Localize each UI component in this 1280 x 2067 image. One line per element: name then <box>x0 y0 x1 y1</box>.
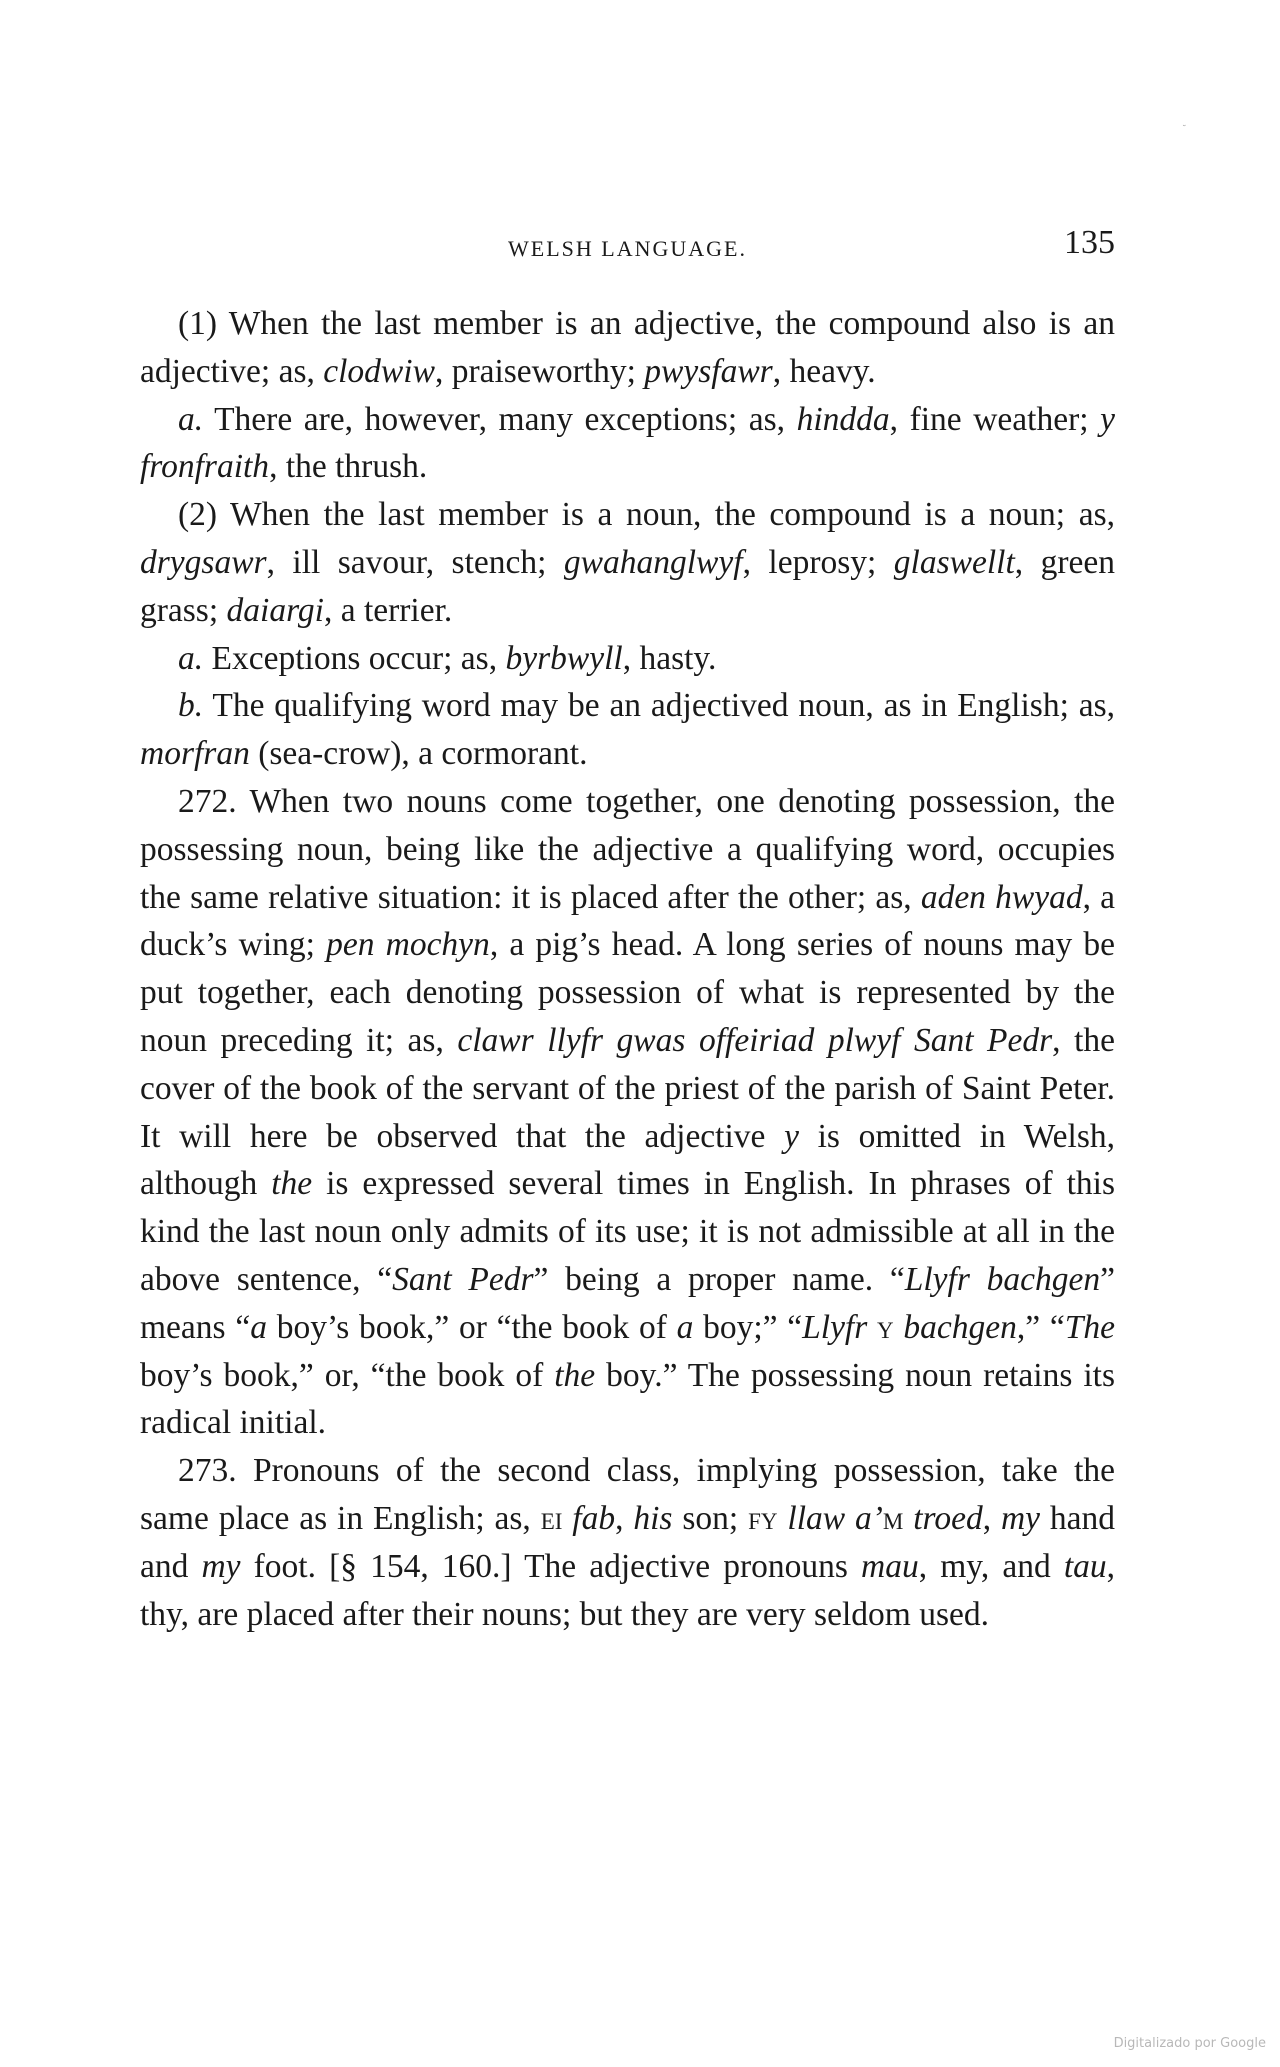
welsh-word: daiargi <box>226 591 324 629</box>
item-label: b. <box>178 687 204 725</box>
welsh-word: Llyfr <box>802 1308 868 1346</box>
emphasis-word: The <box>1064 1308 1115 1346</box>
text-run: 273. Pronouns of the second class, implying possession, take the same place as in English; as, <box>140 1452 1115 1537</box>
text-run: (sea-crow), a cormorant. <box>249 735 588 773</box>
small-caps-word: fy <box>748 1499 778 1537</box>
text-run: is omitted in Welsh, although <box>140 1117 1115 1203</box>
text-run <box>778 1500 788 1537</box>
emphasis-word: a <box>676 1308 694 1346</box>
text-run: There are, however, many exceptions; as, <box>203 400 797 438</box>
welsh-word: Llyfr bachgen <box>904 1260 1101 1298</box>
text-run: , the cover of the book of the servant of the priest of the parish of Saint Peter. It will here be observed that the adjective <box>140 1021 1115 1155</box>
item-label: a. <box>178 639 204 677</box>
paragraph-273-pronouns <box>140 1447 1115 1638</box>
welsh-word: gwahanglwyf <box>563 543 743 581</box>
text-run: , thy, are placed after their nouns; but they are very seldom used. <box>140 1547 1115 1633</box>
page-body <box>140 300 1115 1638</box>
google-watermark: Digitalizado por Google <box>1113 2036 1266 2051</box>
text-run: , <box>615 1499 634 1537</box>
scan-artifact: ˘ <box>1182 125 1187 135</box>
text-run: , the thrush. <box>269 448 428 486</box>
welsh-word: troed <box>913 1499 983 1537</box>
text-run: (2) When the last member is a noun, the compound is a noun; as, <box>178 496 1115 534</box>
welsh-word: y <box>784 1117 799 1155</box>
welsh-word: clodwiw <box>323 352 435 390</box>
text-run: hand and <box>140 1499 1116 1585</box>
paragraph-272-possession <box>140 778 1115 1447</box>
small-caps-word: ei <box>540 1499 563 1537</box>
small-caps-word: y <box>867 1308 904 1346</box>
welsh-word: aden hwyad <box>920 878 1083 916</box>
emphasis-word: the <box>554 1356 596 1394</box>
paragraph-qualifying-word <box>140 682 1115 778</box>
text-run: The qualifying word may be an adjectived noun, as in English; as, <box>203 687 1115 725</box>
text-run: , fine weather; <box>889 400 1101 438</box>
text-run: is expressed several times in English. In phrases of this kind the last noun only admits of its use; it is not admissible at all in the above sentence, “ <box>140 1165 1115 1298</box>
welsh-word: bachgen <box>903 1308 1017 1346</box>
welsh-word: pen mochyn <box>326 926 490 964</box>
text-run: , ill savour, stench; <box>266 543 564 581</box>
small-caps-word: m <box>882 1499 904 1537</box>
welsh-word: hindda <box>796 400 890 438</box>
text-run: ” being a proper name. “ <box>533 1260 905 1298</box>
text-run: ” means “ <box>140 1260 1115 1346</box>
text-run: boy’s book,” or, “the book of <box>140 1356 555 1394</box>
welsh-word: byrbwyll <box>505 639 623 677</box>
welsh-word: glaswellt <box>893 543 1015 581</box>
text-run: , green grass; <box>140 543 1115 629</box>
text-run: foot. [§ 154, 160.] The adjective pronouns <box>240 1547 862 1585</box>
text-run: ,” “ <box>1016 1308 1065 1346</box>
page-header <box>140 224 1115 268</box>
text-run: 272. When two nouns come together, one denoting possession, the possessing noun, being like the adjective a qualifying word, occupies the same relative situation: it is placed after the other; as, <box>140 782 1115 916</box>
emphasis-word: his <box>633 1499 673 1537</box>
text-run: , heavy. <box>772 352 876 390</box>
text-run: , my, and <box>918 1547 1064 1585</box>
paragraph-compound-noun <box>140 491 1115 634</box>
text-run: boy.” The possessing noun retains its radical initial. <box>140 1356 1115 1442</box>
welsh-word: clawr llyfr gwas offeiriad plwyf Sant Pedr <box>457 1021 1053 1059</box>
welsh-word: tau <box>1063 1547 1107 1585</box>
welsh-word: morfran <box>140 735 250 773</box>
welsh-word: llaw a’ <box>787 1499 883 1537</box>
welsh-word: drygsawr <box>140 543 267 581</box>
paragraph-exceptions-a <box>140 396 1115 492</box>
emphasis-word: my <box>201 1547 241 1585</box>
welsh-word: mau <box>861 1547 919 1585</box>
welsh-word: y fronfraith <box>140 400 1115 486</box>
emphasis-word: a <box>250 1308 267 1346</box>
item-label: a. <box>178 400 204 438</box>
text-run: Exceptions occur; as, <box>203 639 506 677</box>
page-number: 135 <box>1064 224 1115 261</box>
text-run: (1) When the last member is an adjective, the compound also is an adjective; as, <box>140 305 1115 390</box>
text-run <box>903 1500 913 1537</box>
running-title: WELSH LANGUAGE. <box>508 236 747 261</box>
paragraph-exceptions-occur <box>140 635 1115 683</box>
welsh-word: Sant Pedr <box>392 1260 534 1298</box>
paragraph-compound-adjective <box>140 300 1115 396</box>
text-run: boy’s book,” or “the book of <box>266 1308 677 1346</box>
text-run: boy;” “ <box>693 1308 803 1346</box>
text-run: son; <box>672 1499 749 1537</box>
text-run: , hasty. <box>622 639 717 677</box>
text-run: , a duck’s wing; <box>140 878 1115 964</box>
text-run <box>562 1500 572 1537</box>
welsh-word: fab <box>572 1499 616 1537</box>
text-run: , praiseworthy; <box>434 352 645 390</box>
text-run: , a pig’s head. A long series of nouns may be put together, each denoting possession of what is represented by the noun preceding it; as, <box>140 926 1115 1059</box>
emphasis-word: the <box>271 1165 313 1203</box>
emphasis-word: my <box>1000 1499 1041 1537</box>
text-run: , a terrier. <box>323 591 453 629</box>
text-run: , leprosy; <box>742 543 894 581</box>
welsh-word: pwysfawr <box>644 352 773 390</box>
text-run: , <box>982 1499 1001 1537</box>
